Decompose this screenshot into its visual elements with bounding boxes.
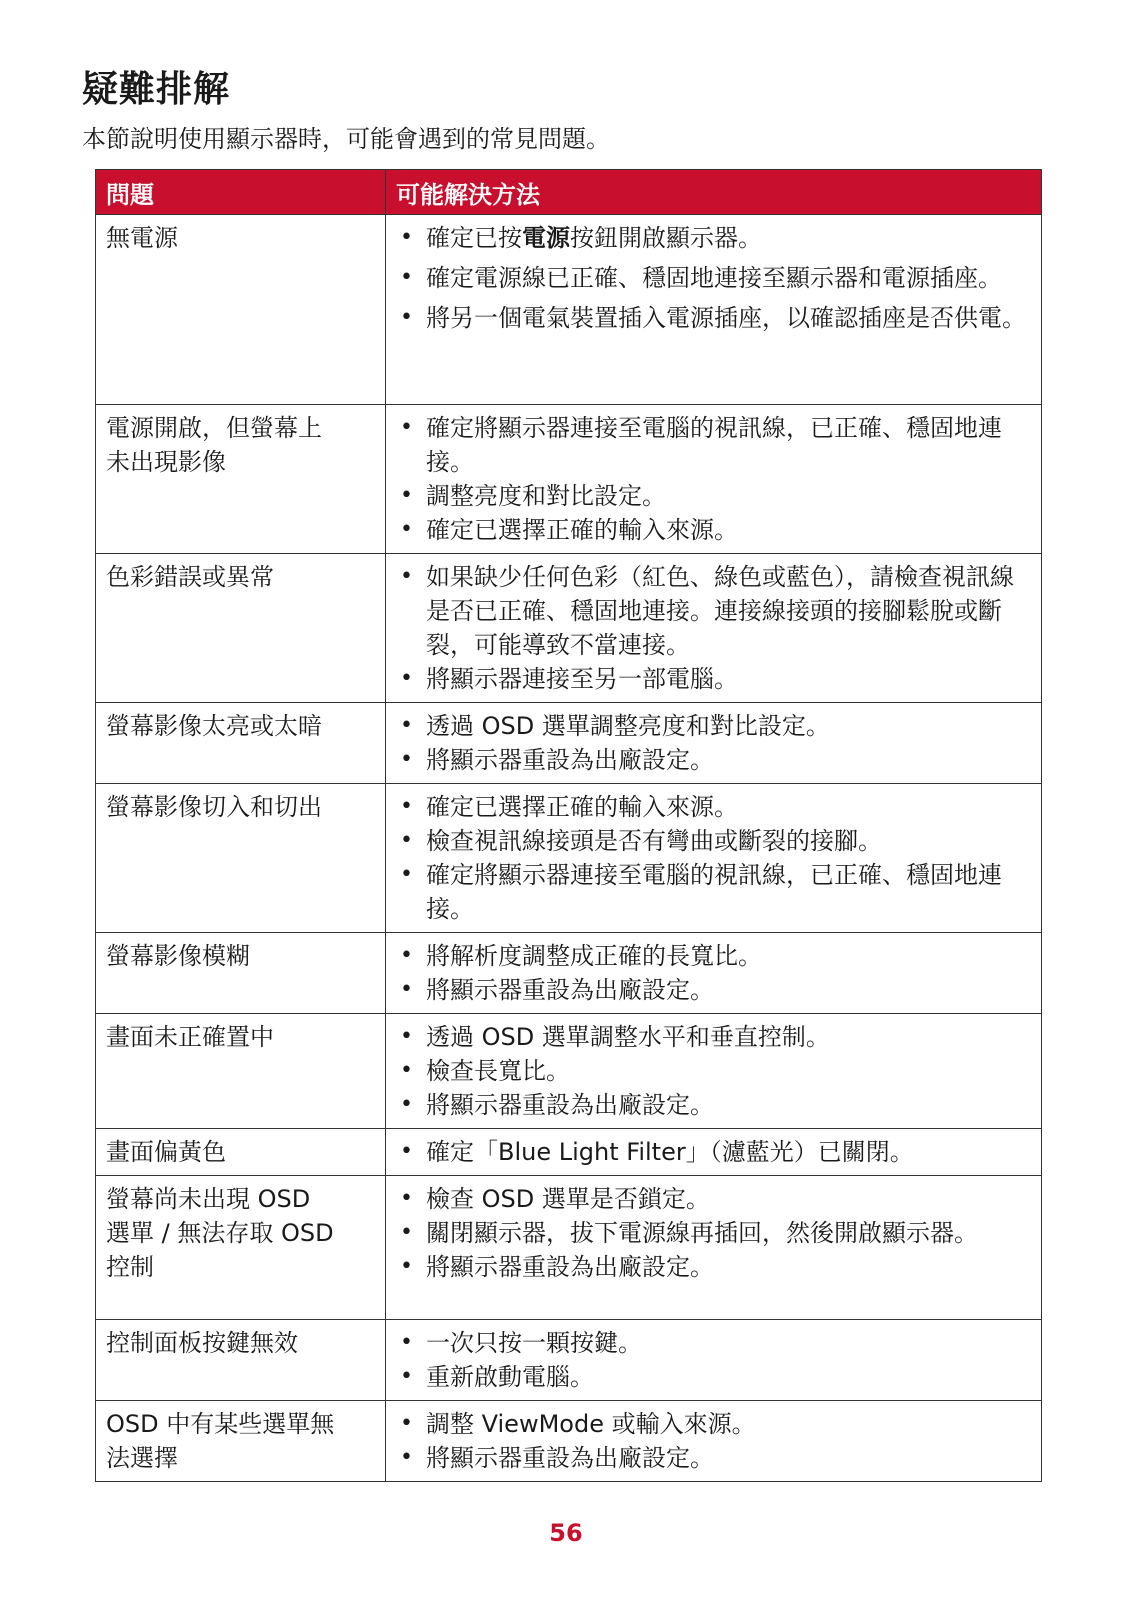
list-item: [396, 1250, 1031, 1284]
table-row: [96, 784, 1042, 933]
list-item: [396, 1326, 1031, 1360]
solution-list: [396, 1326, 1031, 1394]
list-item: [396, 1360, 1031, 1394]
solution-list: [396, 1182, 1031, 1284]
solution-text: 將顯示器連接至另一部電腦。: [426, 665, 738, 693]
table-row: [96, 1176, 1042, 1320]
list-item: [396, 824, 1031, 858]
problem-cell: [96, 1129, 386, 1176]
bullet-icon: •: [400, 1139, 413, 1164]
solution-text: 將顯示器重設為出廠設定。: [426, 1444, 714, 1472]
bullet-icon: •: [400, 862, 413, 887]
table-row: [96, 1320, 1042, 1401]
list-item: [396, 1020, 1031, 1054]
list-item: [396, 790, 1031, 824]
solution-text: 確定將顯示器連接至電腦的視訊線，已正確、穩固地連接。: [426, 414, 1002, 476]
problem-cell: [96, 1176, 386, 1320]
problem-cell: [96, 1320, 386, 1401]
bullet-icon: •: [400, 265, 413, 290]
header-solution: 可能解決方法: [386, 170, 1042, 215]
solution-text: 檢查視訊線接頭是否有彎曲或斷裂的接腳。: [426, 827, 882, 855]
problem-text: 色彩錯誤或異常: [106, 563, 274, 591]
solution-list: [396, 1135, 1031, 1169]
solution-cell: [386, 215, 1042, 405]
solution-text: 調整 ViewMode 或輸入來源。: [426, 1410, 756, 1438]
list-item: [396, 261, 1031, 295]
solution-list: [396, 411, 1031, 547]
solution-text: 如果缺少任何色彩（紅色、綠色或藍色），請檢查視訊線是否已正確、穩固地連接。連接線接頭的接腳鬆脫或斷裂，可能導致不當連接。: [426, 563, 1014, 659]
list-item: [396, 1182, 1031, 1216]
table-row: [96, 1401, 1042, 1482]
solution-text: 檢查 OSD 選單是否鎖定。: [426, 1185, 710, 1213]
solution-list: [396, 1020, 1031, 1122]
bullet-icon: •: [400, 1445, 413, 1470]
list-item: [396, 1054, 1031, 1088]
list-item: [396, 1216, 1031, 1250]
problem-cell: [96, 703, 386, 784]
problem-text: 畫面偏黃色: [106, 1138, 226, 1166]
list-item: [396, 513, 1031, 547]
bullet-icon: •: [400, 666, 413, 691]
bullet-icon: •: [400, 1220, 413, 1245]
problem-cell: [96, 215, 386, 405]
bullet-icon: •: [400, 517, 413, 542]
solution-list: [396, 1407, 1031, 1475]
solution-text: 透過 OSD 選單調整水平和垂直控制。: [426, 1023, 830, 1051]
bullet-icon: •: [400, 1024, 413, 1049]
solution-cell: [386, 1401, 1042, 1482]
problem-text: 螢幕影像太亮或太暗: [106, 712, 322, 740]
header-problem: 問題: [96, 170, 386, 215]
problem-cell: [96, 405, 386, 554]
problem-text: 電源開啟，但螢幕上 未出現影像: [106, 414, 322, 476]
troubleshooting-table: [95, 169, 1042, 1482]
problem-cell: [96, 933, 386, 1014]
list-item: [396, 560, 1031, 662]
solution-text: 確定電源線已正確、穩固地連接至顯示器和電源插座。: [426, 264, 1002, 292]
table-row: [96, 703, 1042, 784]
solution-bold-text: 電源: [522, 224, 570, 252]
bullet-icon: •: [400, 225, 413, 250]
list-item: [396, 301, 1031, 335]
solution-text: 確定將顯示器連接至電腦的視訊線，已正確、穩固地連接。: [426, 861, 1002, 923]
bullet-icon: •: [400, 305, 413, 330]
table-body: [96, 215, 1042, 1482]
solution-list: [396, 939, 1031, 1007]
solution-text: 按鈕開啟顯示器。: [570, 224, 762, 252]
list-item: [396, 1407, 1031, 1441]
bullet-icon: •: [400, 943, 413, 968]
bullet-icon: •: [400, 564, 413, 589]
bullet-icon: •: [400, 977, 413, 1002]
problem-text: OSD 中有某些選單無 法選擇: [106, 1410, 335, 1472]
bullet-icon: •: [400, 713, 413, 738]
problem-text: 無電源: [106, 224, 178, 252]
problem-text: 螢幕影像切入和切出: [106, 793, 322, 821]
bullet-icon: •: [400, 747, 413, 772]
list-item: [396, 411, 1031, 479]
solution-text: 確定已按: [426, 224, 522, 252]
solution-text: 將另一個電氣裝置插入電源插座，以確認插座是否供電。: [426, 304, 1026, 332]
list-item: [396, 973, 1031, 1007]
list-item: [396, 1441, 1031, 1475]
table-row: [96, 554, 1042, 703]
solution-cell: [386, 703, 1042, 784]
bullet-icon: •: [400, 483, 413, 508]
problem-text: 螢幕尚未出現 OSD 選單 / 無法存取 OSD 控制: [106, 1185, 334, 1281]
solution-text: 將顯示器重設為出廠設定。: [426, 1253, 714, 1281]
solution-text: 透過 OSD 選單調整亮度和對比設定。: [426, 712, 830, 740]
table-row: [96, 1129, 1042, 1176]
bullet-icon: •: [400, 1186, 413, 1211]
bullet-icon: •: [400, 415, 413, 440]
bullet-icon: •: [400, 1058, 413, 1083]
page-number: 56: [549, 1519, 583, 1547]
problem-cell: [96, 1401, 386, 1482]
bullet-icon: •: [400, 1411, 413, 1436]
table-row: [96, 215, 1042, 405]
problem-cell: [96, 1014, 386, 1129]
list-item: [396, 479, 1031, 513]
bullet-icon: •: [400, 794, 413, 819]
solution-cell: [386, 554, 1042, 703]
list-item: [396, 743, 1031, 777]
solution-cell: [386, 933, 1042, 1014]
list-item: [396, 662, 1031, 696]
solution-cell: [386, 1014, 1042, 1129]
solution-text: 檢查長寬比。: [426, 1057, 570, 1085]
bullet-icon: •: [400, 1330, 413, 1355]
solution-cell: [386, 1129, 1042, 1176]
bullet-icon: •: [400, 1364, 413, 1389]
intro-text: 本節說明使用顯示器時，可能會遇到的常見問題。: [82, 125, 610, 153]
table-header-row: [96, 170, 1042, 215]
solution-text: 將解析度調整成正確的長寬比。: [426, 942, 762, 970]
solution-list: [396, 709, 1031, 777]
solution-list: [396, 790, 1031, 926]
list-item: [396, 939, 1031, 973]
solution-text: 關閉顯示器，拔下電源線再插回，然後開啟顯示器。: [426, 1219, 978, 1247]
solution-text: 一次只按一顆按鍵。: [426, 1329, 642, 1357]
list-item: [396, 1135, 1031, 1169]
solution-text: 確定已選擇正確的輸入來源。: [426, 793, 738, 821]
list-item: [396, 858, 1031, 926]
solution-text: 重新啟動電腦。: [426, 1363, 594, 1391]
problem-text: 螢幕影像模糊: [106, 942, 250, 970]
problem-cell: [96, 784, 386, 933]
table-row: [96, 1014, 1042, 1129]
solution-cell: [386, 405, 1042, 554]
problem-text: 控制面板按鍵無效: [106, 1329, 298, 1357]
bullet-icon: •: [400, 1092, 413, 1117]
problem-text: 畫面未正確置中: [106, 1023, 274, 1051]
solution-list: [396, 221, 1031, 335]
list-item: [396, 709, 1031, 743]
table-row: [96, 933, 1042, 1014]
bullet-icon: •: [400, 1254, 413, 1279]
solution-cell: [386, 1176, 1042, 1320]
solution-text: 確定已選擇正確的輸入來源。: [426, 516, 738, 544]
solution-text: 調整亮度和對比設定。: [426, 482, 666, 510]
problem-cell: [96, 554, 386, 703]
solution-cell: [386, 784, 1042, 933]
solution-text: 將顯示器重設為出廠設定。: [426, 1091, 714, 1119]
solution-text: 確定「Blue Light Filter」（濾藍光）已關閉。: [426, 1138, 914, 1166]
solution-text: 將顯示器重設為出廠設定。: [426, 746, 714, 774]
solution-cell: [386, 1320, 1042, 1401]
page-title: 疑難排解: [82, 69, 231, 110]
list-item: [396, 1088, 1031, 1122]
table-row: [96, 405, 1042, 554]
solution-list: [396, 560, 1031, 696]
bullet-icon: •: [400, 828, 413, 853]
list-item: [396, 221, 1031, 255]
solution-text: 將顯示器重設為出廠設定。: [426, 976, 714, 1004]
